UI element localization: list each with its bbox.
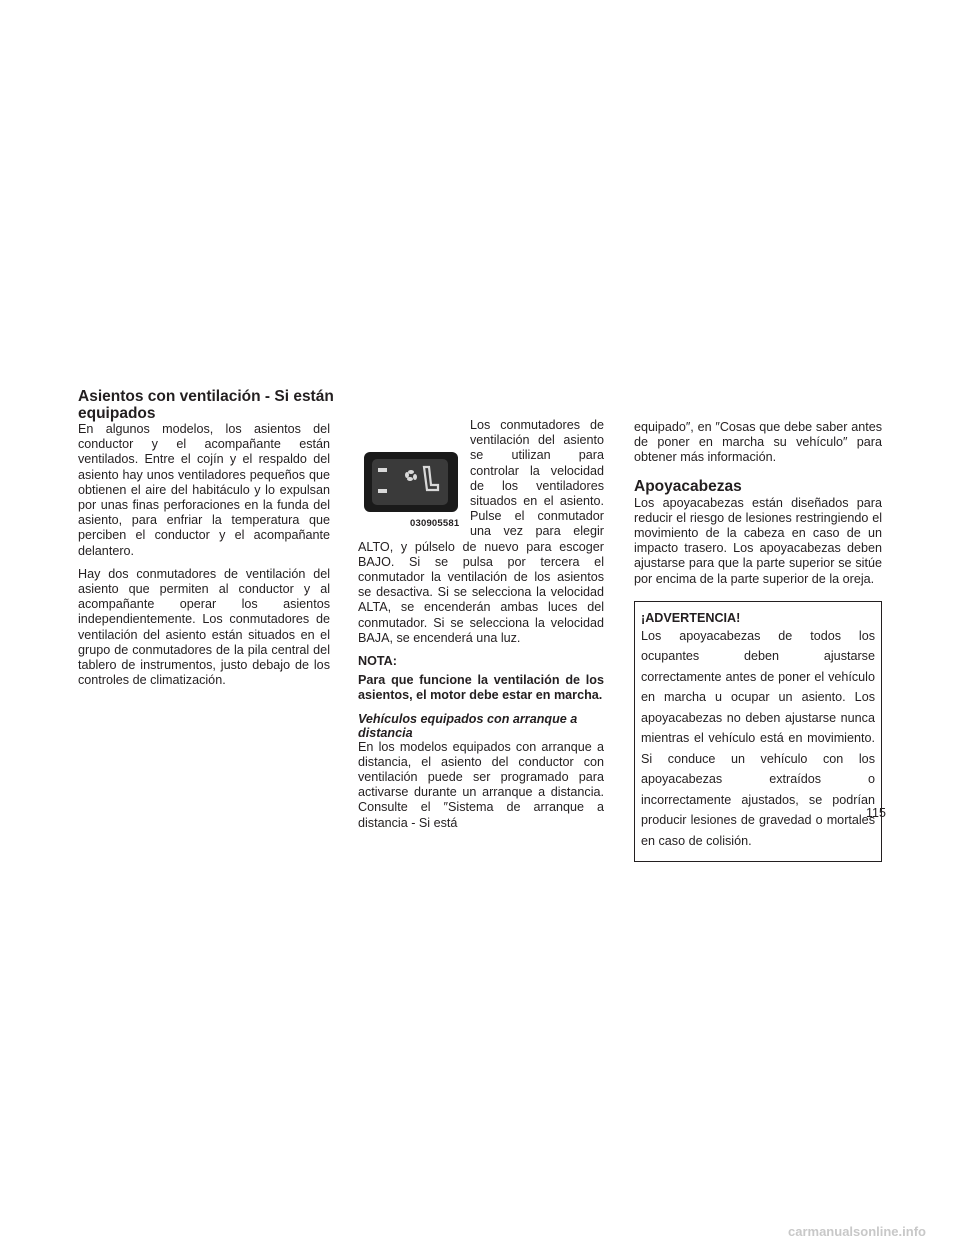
column-3	[634, 420, 882, 862]
section-title-ventilated-seats: Asientos con ventilación - Si están equipados	[78, 388, 334, 422]
column-2	[358, 418, 604, 839]
note-label: NOTA:	[358, 654, 397, 669]
ventilated-seat-switch-icon	[364, 452, 458, 512]
headrests-text: Los apoyacabezas están diseñados para reducir el riesgo de lesiones restringiendo el movimiento de la cabeza en caso de un impacto trasero. Los apoyacabezas deben ajustarse para que la parte superior se sitúe por encima de la parte superior de la oreja.	[634, 495, 882, 586]
warning-box	[634, 601, 882, 863]
remote-start-text: En los modelos equipados con arranque a distancia, el asiento del conductor con ventilación puede ser programado para activarse durante un arranque a distancia. Consulte el ″Sistema de arranque a distancia - Si está	[358, 739, 604, 830]
switch-operation-text: Los conmutadores de ventilación del asiento se utilizan para controlar la velocidad de los ventiladores situados en el asiento. Pulse el conmutador una vez para elegir ALTO, y púlselo de nuevo para escoger BAJO. Si se pulsa por tercera el conmutador la ventilación de los asientos se desactiva. Si se selecciona la velocidad ALTA, se encenderán ambas luces del conmutador. Si se selecciona la velocidad BAJA, se encenderá una luz.	[358, 418, 604, 645]
remote-start-subtitle: Vehículos equipados con arranque a distancia	[358, 711, 578, 740]
figure-code: 030905581	[410, 518, 460, 529]
ventilated-seats-intro: En algunos modelos, los asientos del conductor y el acompañante están ventilados. Entre el cojín y el respaldo del asiento hay unos ventiladores pequeños que obtienen el aire del habitáculo y lo expulsan por unas finas perforaciones en la funda del asiento, para enfriar la temperatura que perciben el conductor y el acompañante delantero.	[78, 422, 330, 558]
ventilated-seats-switches: Hay dos conmutadores de ventilación del asiento que permiten al conductor y al acompañante operar los asientos independientemente. Los conmutadores de ventilación del asiento están situados en el grupo de conmutadores de la pila central del tablero de instrumentos, justo debajo de los controles de climatización.	[78, 566, 330, 688]
warning-title: ¡ADVERTENCIA!	[641, 610, 741, 625]
note-text: Para que funcione la ventilación de los asientos, el motor debe estar en marcha.	[358, 673, 604, 703]
continued-text: equipado″, en ″Cosas que debe saber antes de poner en marcha su vehículo″ para obtener más información.	[634, 420, 882, 465]
page-number: 115	[866, 806, 886, 820]
column-1	[78, 422, 330, 696]
switch-figure	[358, 418, 462, 530]
watermark: carmanualsonline.info	[788, 1224, 926, 1239]
warning-text: Los apoyacabezas de todos los ocupantes deben ajustarse correctamente antes de poner el vehículo en marcha u ocupar un asiento. Los apoyacabezas no deben ajustarse nunca mientras el vehículo está en movimiento. Si conduce un vehículo con los apoyacabezas extraídos o incorrectamente ajustados, se podrían producir lesiones de gravedad o mortales en caso de colisión.	[641, 628, 875, 848]
section-title-headrests: Apoyacabezas	[634, 477, 742, 495]
